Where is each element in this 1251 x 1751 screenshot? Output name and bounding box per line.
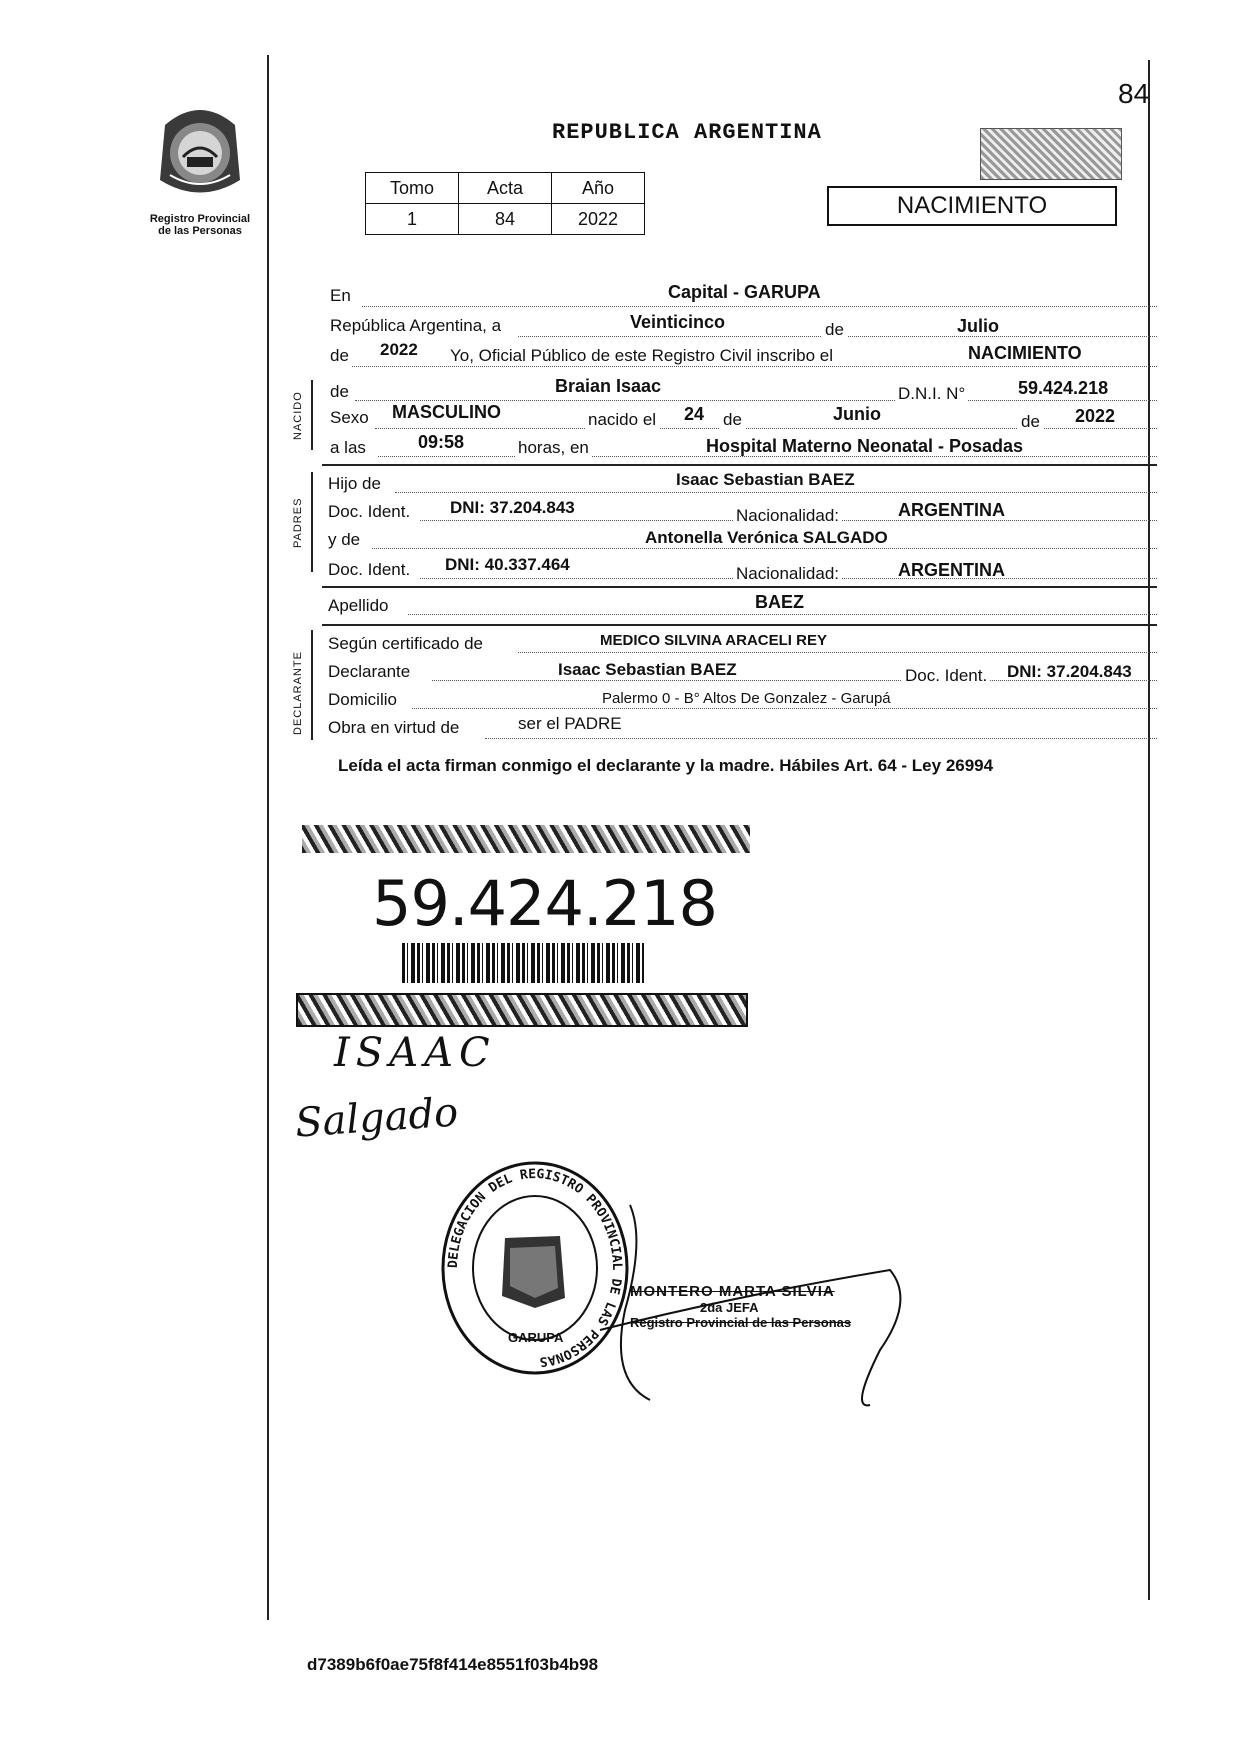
barcode-icon xyxy=(402,943,644,983)
sexo-label: Sexo xyxy=(330,408,369,427)
apellido-value: BAEZ xyxy=(755,592,804,612)
horas-label: horas, en xyxy=(515,438,592,458)
doc-label-father: Doc. Ident. xyxy=(328,502,411,521)
certificado-value: MEDICO SILVINA ARACELI REY xyxy=(600,632,827,649)
obra-line xyxy=(485,738,1157,739)
birth-month: Junio xyxy=(833,404,881,424)
official-name: MONTERO MARTA SILVIA xyxy=(630,1283,835,1300)
birth-time: 09:58 xyxy=(418,432,465,452)
a-las-label: a las xyxy=(330,438,366,457)
document-hash: d7389b6f0ae75f8f414e8551f03b4b98 xyxy=(307,1655,599,1674)
dni-sticker xyxy=(302,825,750,1030)
child-name: Braian Isaac xyxy=(555,376,662,396)
divider-nacido xyxy=(322,464,1157,466)
father-doc: DNI: 37.204.843 xyxy=(450,498,575,517)
de-label-5: de xyxy=(1018,412,1043,432)
father-name: Isaac Sebastian BAEZ xyxy=(676,470,855,489)
doc-label-mother: Doc. Ident. xyxy=(328,560,411,579)
nac-label-father: Nacionalidad: xyxy=(733,506,842,526)
birth-place: Hospital Materno Neonatal - Posadas xyxy=(706,436,1024,456)
sticker-band-top xyxy=(302,825,750,853)
sexo-value: MASCULINO xyxy=(392,402,501,422)
left-margin-line xyxy=(267,55,269,1620)
apellido-label: Apellido xyxy=(328,596,389,615)
birth-year: 2022 xyxy=(1075,406,1116,426)
divider-apellido xyxy=(322,624,1157,626)
section-padres-bar xyxy=(311,472,313,572)
page-number: 84 xyxy=(1118,78,1150,109)
birth-day: 24 xyxy=(684,404,705,424)
official-signature-scribble xyxy=(590,1200,920,1420)
signature-mother: Salgado xyxy=(293,1089,460,1147)
de-label-4: de xyxy=(720,410,745,430)
de-label-2: de xyxy=(330,346,349,365)
ref-value-tomo: 1 xyxy=(366,204,459,235)
year: 2022 xyxy=(380,340,418,359)
official-office: Registro Provincial de las Personas xyxy=(630,1315,852,1330)
en-label: En xyxy=(330,286,351,305)
father-nationality: ARGENTINA xyxy=(898,500,1005,520)
mother-nationality: ARGENTINA xyxy=(898,560,1005,580)
divider-padres xyxy=(322,586,1157,588)
fiscal-stamp xyxy=(980,128,1122,180)
hijo-label: Hijo de xyxy=(328,474,381,493)
yde-label: y de xyxy=(328,530,361,549)
section-nacido-label: NACIDO xyxy=(292,391,304,440)
en-line xyxy=(362,306,1157,307)
obra-value: ser el PADRE xyxy=(518,714,622,733)
section-nacido-bar xyxy=(311,380,313,450)
closing-note: Leída el acta firman conmigo el declarante y la madre. Hábiles Art. 64 - Ley 26994 xyxy=(338,756,994,775)
yo-text: Yo, Oficial Público de este Registro Civil inscribo el xyxy=(450,346,833,365)
obra-label: Obra en virtud de xyxy=(328,718,460,737)
registry-logo xyxy=(140,95,260,237)
act-type-box: NACIMIENTO xyxy=(827,186,1117,226)
domicilio-value: Palermo 0 - B° Altos De Gonzalez - Garupá xyxy=(602,690,891,707)
ref-header-acta: Acta xyxy=(459,173,552,204)
section-declarante-label: DECLARANTE xyxy=(292,651,304,735)
logo-line-1: Registro Provincial xyxy=(149,213,251,225)
ref-value-ano: 2022 xyxy=(552,204,645,235)
en-value: Capital - GARUPA xyxy=(668,282,821,302)
name-line xyxy=(355,400,1157,401)
right-margin-line xyxy=(1148,60,1150,1600)
de-label-1: de xyxy=(822,320,847,340)
ref-header-tomo: Tomo xyxy=(366,173,459,204)
declarante-label: Declarante xyxy=(328,662,411,681)
ref-value-acta: 84 xyxy=(459,204,552,235)
apellido-line xyxy=(408,614,1157,615)
nac-label-mother: Nacionalidad: xyxy=(733,564,842,584)
month: Julio xyxy=(957,316,1000,336)
logo-line-2: de las Personas xyxy=(158,225,242,237)
provincial-seal-icon xyxy=(145,95,255,205)
declarante-doc: DNI: 37.204.843 xyxy=(1007,662,1132,681)
segun-label: Según certificado de xyxy=(328,634,483,653)
dni-label: D.N.I. N° xyxy=(895,384,968,404)
father-line xyxy=(395,492,1157,493)
domicilio-label: Domicilio xyxy=(328,690,397,709)
signature-declarante: ISAAC xyxy=(334,1030,496,1076)
day-words: Veinticinco xyxy=(630,312,726,332)
de-label-3: de xyxy=(330,382,349,401)
mother-line xyxy=(372,548,1157,549)
official-role: 2da JEFA xyxy=(700,1300,759,1315)
doc-label-declarante: Doc. Ident. xyxy=(902,666,990,686)
republica-label: República Argentina, a xyxy=(330,316,502,335)
section-padres-label: PADRES xyxy=(292,497,304,548)
child-dni: 59.424.218 xyxy=(1018,378,1109,398)
reference-table xyxy=(365,172,645,235)
ref-header-ano: Año xyxy=(552,173,645,204)
inscribe-type: NACIMIENTO xyxy=(968,343,1082,363)
mother-doc: DNI: 40.337.464 xyxy=(445,555,570,574)
declarante-name: Isaac Sebastian BAEZ xyxy=(558,660,737,679)
yo-line xyxy=(352,366,1157,367)
mother-name: Antonella Verónica SALGADO xyxy=(645,528,888,547)
sticker-band-bottom xyxy=(296,993,748,1027)
document-title: REPUBLICA ARGENTINA xyxy=(552,120,822,145)
sticker-number: 59.424.218 xyxy=(372,867,717,940)
nacido-el-label: nacido el xyxy=(585,410,659,430)
stamp-ring-text: DELEGACION DEL REGISTRO PROVINCIAL DE LAS PERSONAS xyxy=(445,1166,625,1369)
certificado-line xyxy=(518,652,1157,653)
domicilio-line xyxy=(412,708,1157,709)
section-declarante-bar xyxy=(311,630,313,740)
stamp-town: GARUPA xyxy=(508,1330,564,1345)
